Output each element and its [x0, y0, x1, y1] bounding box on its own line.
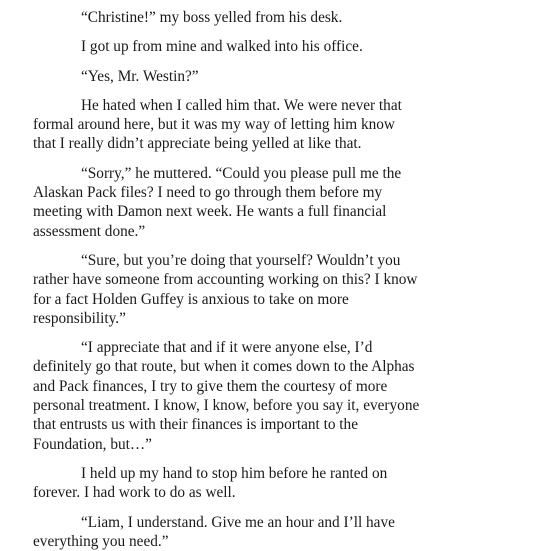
paragraph-5	[33, 164, 433, 241]
text-line: rather have someone from accounting working on this? I know	[33, 271, 418, 289]
paragraph-4	[33, 96, 433, 154]
paragraph-3	[33, 67, 433, 86]
paragraph-6	[33, 251, 433, 328]
text-line: “Yes, Mr. Westin?”	[81, 67, 199, 85]
text-line: forever. I had work to do as well.	[33, 484, 236, 502]
text-line: meeting with Damon next week. He wants a full financial	[33, 203, 387, 221]
paragraph-1	[33, 8, 433, 27]
text-line: for a fact Holden Guffey is anxious to take on more	[33, 290, 349, 308]
text-line: that I really didn’t appreciate being yelled at like that.	[33, 135, 362, 153]
text-line: responsibility.”	[33, 309, 126, 327]
text-line: assessment done.”	[33, 222, 146, 240]
paragraph-8	[33, 464, 433, 503]
text-line: that entrusts us with their finances is important to the	[33, 416, 358, 434]
text-line: and Pack finances, I try to give them the courtesy of more	[33, 377, 388, 395]
paragraph-7	[33, 338, 433, 454]
text-line: personal treatment. I know, I know, before you say it, everyone	[33, 397, 420, 415]
text-line: definitely go that route, but when it comes down to the Alphas	[33, 358, 415, 376]
text-line: “Liam, I understand. Give me an hour and I’ll have	[81, 513, 395, 531]
text-line: “Sure, but you’re doing that yourself? Wouldn’t you	[81, 251, 401, 269]
text-line: “Christine!” my boss yelled from his desk.	[81, 9, 343, 26]
paragraph-2	[33, 37, 433, 56]
text-line: He hated when I called him that. We were never that	[81, 96, 402, 114]
text-line: “I appreciate that and if it were anyone else, I’d	[81, 339, 373, 357]
text-line: “Sorry,” he muttered. “Could you please pull me the	[81, 164, 402, 182]
text-line: I got up from mine and walked into his office.	[81, 38, 363, 56]
text-line: everything you need.”	[33, 532, 169, 550]
text-line: Alaskan Pack files? I need to go through them before my	[33, 184, 383, 202]
text-line: formal around here, but it was my way of letting him know	[33, 116, 395, 134]
paragraph-9	[33, 513, 433, 551]
text-line: Foundation, but…”	[33, 435, 152, 453]
text-line: I held up my hand to stop him before he ranted on	[81, 464, 388, 482]
